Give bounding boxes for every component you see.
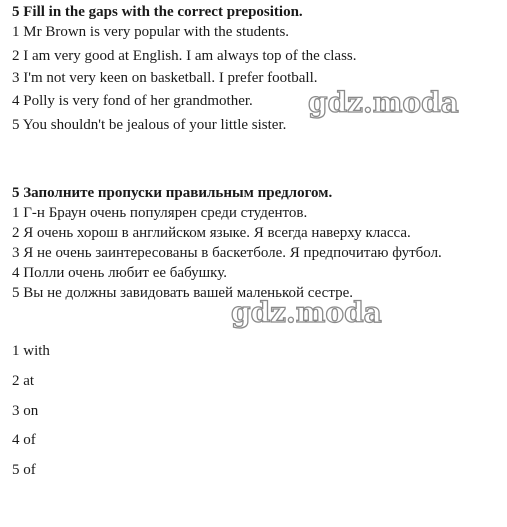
russian-heading: 5 Заполните пропуски правильным предлогом. (12, 185, 333, 201)
english-sentence-3: 3 I'm not very keen on basketball. I prefer football. (12, 70, 318, 86)
russian-sentence-3: 3 Я не очень заинтересованы в баскетболе. Я предпочитаю футбол. (12, 245, 442, 261)
russian-sentence-4: 4 Полли очень любит ее бабушку. (12, 265, 228, 281)
russian-sentence-1: 1 Г-н Браун очень популярен среди студентов. (12, 205, 308, 221)
answer-1: 1 with (12, 343, 50, 359)
english-sentence-4: 4 Polly is very fond of her grandmother. (12, 93, 253, 109)
english-heading: 5 Fill in the gaps with the correct preposition. (12, 4, 303, 20)
answer-5: 5 of (12, 462, 36, 478)
english-sentence-1: 1 Mr Brown is very popular with the students. (12, 24, 290, 40)
answer-2: 2 at (12, 373, 35, 389)
english-sentence-5: 5 You shouldn't be jealous of your little sister. (12, 117, 287, 133)
answer-4: 4 of (12, 432, 36, 448)
russian-sentence-2: 2 Я очень хорош в английском языке. Я всегда наверху класса. (12, 225, 411, 241)
answer-3: 3 on (12, 403, 39, 419)
russian-sentence-5: 5 Вы не должны завидовать вашей маленькой сестре. (12, 285, 353, 301)
english-sentence-2: 2 I am very good at English. I am always top of the class. (12, 48, 357, 64)
watermark-logo: gdz.moda (308, 86, 459, 119)
watermark-logo: gdz.moda (231, 296, 382, 329)
